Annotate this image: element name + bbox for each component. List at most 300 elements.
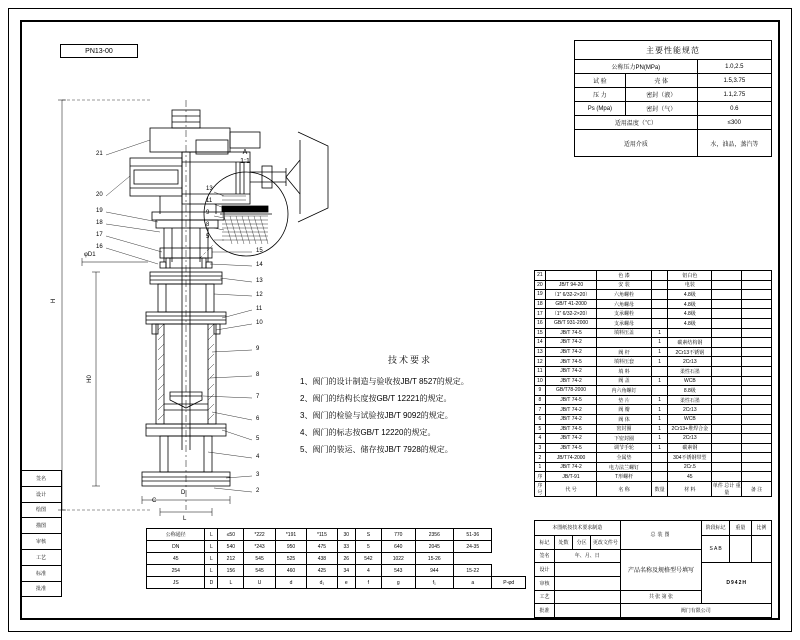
leader-number: 2	[256, 488, 260, 494]
parts-cell-code: JB/T 74-2	[545, 366, 596, 376]
parts-cell-name: 阀 盖	[597, 376, 652, 386]
parts-row	[535, 472, 772, 482]
rev-cell: 设计	[21, 486, 62, 502]
parts-row	[535, 405, 772, 415]
parts-cell-name: 垫 片	[597, 395, 652, 405]
parts-cell-rem	[742, 271, 772, 281]
dimension-cell: 425	[307, 565, 337, 577]
leader-number: 3	[256, 472, 260, 478]
parts-cell-extra	[712, 280, 742, 290]
parts-cell-no: 8	[535, 395, 546, 405]
leader-number: 16	[96, 244, 103, 250]
dimension-cell: 26	[337, 553, 355, 565]
parts-cell-mat: 2Cr13	[668, 357, 712, 367]
parts-row	[535, 290, 772, 300]
dimension-table-body	[147, 529, 526, 589]
parts-cell-qty	[651, 280, 667, 290]
dimension-cell: 51-36	[454, 529, 492, 541]
parts-cell-no: 12	[535, 357, 546, 367]
dimension-cell: 45	[147, 553, 205, 565]
parts-cell-rem	[742, 357, 772, 367]
parts-cell-extra	[712, 338, 742, 348]
parts-row	[535, 376, 772, 386]
dimension-cell: f₁	[415, 577, 453, 589]
parts-cell-mat: 304不锈钢带型	[668, 453, 712, 463]
parts-cell-mat: 4.8级	[668, 309, 712, 319]
rev-cell: 签名	[21, 471, 62, 487]
parts-cell-mat: 2Cr13+堆焊合金	[668, 424, 712, 434]
spec-table	[574, 40, 772, 157]
parts-header-cell: 序号	[535, 482, 546, 497]
dimension-cell: 33	[337, 541, 355, 553]
parts-cell-no: 4	[535, 434, 546, 444]
spec-value: ≤300	[697, 116, 771, 130]
leader-number: 12	[256, 292, 263, 298]
detail-letter: A	[242, 149, 248, 156]
parts-cell-extra	[712, 366, 742, 376]
parts-cell-no: 6	[535, 414, 546, 424]
spec-value: 0.6	[697, 102, 771, 116]
parts-cell-rem	[742, 328, 772, 338]
parts-cell-name: 全属垫	[597, 453, 652, 463]
spec-value: 1.5,3.75	[697, 74, 771, 88]
dimension-cell: *191	[275, 529, 306, 541]
parts-cell-name: 密封圈	[597, 424, 652, 434]
parts-cell-no: 11	[535, 366, 546, 376]
parts-row	[535, 414, 772, 424]
parts-cell-qty	[651, 290, 667, 300]
parts-cell-extra	[712, 462, 742, 472]
tech-title: 技术要求	[387, 355, 432, 365]
parts-cell-qty: 1	[651, 328, 667, 338]
dimension-cell: 公称通径	[147, 529, 205, 541]
parts-cell-name: 电力法兰螺钉	[597, 462, 652, 472]
parts-row	[535, 443, 772, 453]
parts-cell-rem	[742, 434, 772, 444]
title-cell: 工艺	[535, 590, 555, 604]
parts-cell-rem	[742, 405, 772, 415]
leader-number: 9	[256, 346, 260, 352]
dimension-cell: 460	[275, 565, 306, 577]
dimension-cell: 542	[355, 553, 381, 565]
dimension-row	[147, 541, 526, 553]
dimension-cell: 640	[381, 541, 415, 553]
parts-cell-name: 阀 体	[597, 414, 652, 424]
dimension-row	[147, 565, 526, 577]
parts-row	[535, 357, 772, 367]
parts-header-cell: 材 料	[668, 482, 712, 497]
parts-cell-name: 阀 瓣	[597, 405, 652, 415]
parts-cell-name: 内六角螺钉	[597, 386, 652, 396]
dimension-cell: 770	[381, 529, 415, 541]
dimension-cell: 475	[307, 541, 337, 553]
parts-row	[535, 453, 772, 463]
parts-row	[535, 434, 772, 444]
tech-item: 4、阀门的标志按GB/T 12220的规定。	[300, 428, 436, 437]
parts-cell-rem	[742, 453, 772, 463]
parts-cell-qty	[651, 318, 667, 328]
dimension-cell: 254	[147, 565, 205, 577]
leader-number: 8	[256, 372, 260, 378]
rev-cell: 描图	[21, 518, 62, 534]
parts-cell-qty: 1	[651, 395, 667, 405]
parts-cell-code: JB/T 74-5	[545, 328, 596, 338]
dimension-cell: 2045	[415, 541, 453, 553]
parts-cell-name: 阀 杆	[597, 347, 652, 357]
leader-number: 6	[256, 416, 260, 422]
parts-cell-extra	[712, 395, 742, 405]
leader-number: 20	[96, 192, 103, 198]
parts-cell-no: 序	[535, 472, 546, 482]
parts-cell-rem	[742, 443, 772, 453]
rev-cell: 批准	[21, 581, 62, 597]
spec-sublabel: 密封（气）	[625, 102, 697, 116]
spec-sublabel: 密封（液）	[625, 88, 697, 102]
parts-cell-qty	[651, 453, 667, 463]
spec-label: 适用介质	[575, 130, 698, 157]
dimension-cell: d	[275, 577, 306, 589]
parts-cell-rem	[742, 462, 772, 472]
parts-cell-qty: 1	[651, 338, 667, 348]
parts-cell-mat: 45	[668, 472, 712, 482]
dimension-cell: P-φd	[492, 577, 526, 589]
parts-cell-mat: 2Cr13不锈钢	[668, 347, 712, 357]
parts-cell-code: JB/T 74-5	[545, 424, 596, 434]
title-scale: 比例	[751, 521, 771, 536]
parts-cell-code: JB/T 74-5	[545, 357, 596, 367]
parts-cell-code: JB/T 74-2	[545, 434, 596, 444]
parts-cell-qty: 1	[651, 376, 667, 386]
parts-cell-name: 下密封圈	[597, 434, 652, 444]
title-weight: 重量	[729, 521, 751, 536]
parts-cell-mat: 8.8级	[668, 386, 712, 396]
dimension-cell: 540	[218, 541, 244, 553]
leader-number: 15	[256, 248, 263, 254]
parts-cell-no: 10	[535, 376, 546, 386]
dimension-cell: L	[205, 565, 218, 577]
parts-cell-code: JB/T 74-5	[545, 443, 596, 453]
parts-cell-mat: 碳素钢	[668, 443, 712, 453]
parts-cell-mat: 柔性石墨	[668, 366, 712, 376]
dimension-cell: g	[381, 577, 415, 589]
leader-number: 18	[96, 220, 103, 226]
parts-cell-name: 支承螺母	[597, 318, 652, 328]
title-cell: 标记	[535, 535, 555, 549]
tech-item: 1、阀门的设计制造与验收按JB/T 8527的规定。	[300, 377, 469, 386]
dimension-cell: 4	[355, 565, 381, 577]
parts-cell-qty	[651, 366, 667, 376]
dimension-row	[147, 529, 526, 541]
title-stage: 阶段标记	[702, 521, 730, 536]
leader-number: 11	[256, 306, 263, 312]
dimension-cell: L	[205, 529, 218, 541]
parts-cell-rem	[742, 338, 772, 348]
leader-number: 19	[96, 208, 103, 214]
parts-cell-mat: 2Cr.5	[668, 462, 712, 472]
detail-leader-number: 5	[206, 234, 210, 240]
parts-cell-qty: 1	[651, 424, 667, 434]
parts-cell-no: 2	[535, 453, 546, 463]
parts-cell-name: 填料压盖	[597, 328, 652, 338]
parts-header-cell: 代 号	[545, 482, 596, 497]
dimension-cell: 950	[275, 541, 306, 553]
parts-row	[535, 280, 772, 290]
parts-cell-qty: 1	[651, 443, 667, 453]
parts-cell-code: JB/T-91	[545, 472, 596, 482]
parts-cell-rem	[742, 414, 772, 424]
parts-cell-code: JB/T 74-5	[545, 395, 596, 405]
parts-cell-code	[545, 271, 596, 281]
dimension-cell: 24-35	[454, 541, 492, 553]
spec-value: 1.0,2.5	[697, 60, 771, 74]
dimension-cell: U	[244, 577, 275, 589]
dimension-cell: 34	[337, 565, 355, 577]
parts-cell-extra	[712, 386, 742, 396]
leader-number: 4	[256, 454, 260, 460]
spec-label: 公称压力PN(MPa)	[575, 60, 698, 74]
parts-cell-extra	[712, 357, 742, 367]
parts-cell-qty	[651, 299, 667, 309]
tech-item: 2、阀门的结构长度按GB/T 12221的规定。	[300, 394, 452, 403]
title-cell: 处数	[555, 535, 573, 549]
dimension-cell: S	[355, 529, 381, 541]
dimension-row	[147, 553, 526, 565]
leader-number: 5	[256, 436, 260, 442]
parts-cell-mat: 4.8级	[668, 299, 712, 309]
leader-number: 17	[96, 232, 103, 238]
title-marks: S A B	[702, 535, 730, 562]
dimension-cell: L	[205, 541, 218, 553]
dimension-cell: D	[205, 577, 218, 589]
parts-cell-qty: 1	[651, 434, 667, 444]
dimension-row	[147, 577, 526, 589]
parts-row	[535, 395, 772, 405]
title-cell: 设计	[535, 563, 555, 577]
parts-cell-rem	[742, 424, 772, 434]
parts-list-body	[535, 271, 772, 497]
parts-cell-mat: 2Cr13	[668, 405, 712, 415]
parts-cell-extra	[712, 453, 742, 463]
dimension-cell: 438	[307, 553, 337, 565]
rev-cell: 审核	[21, 534, 62, 550]
parts-cell-code: JB/T 74-2	[545, 347, 596, 357]
parts-row	[535, 386, 772, 396]
parts-cell-qty: 1	[651, 414, 667, 424]
parts-header-cell: 单件 总计 重 量	[712, 483, 741, 497]
parts-cell-extra	[712, 376, 742, 386]
parts-cell-mat: 碳素结构钢	[668, 338, 712, 348]
parts-cell-name: T形螺杆	[597, 472, 652, 482]
parts-cell-no: 5	[535, 424, 546, 434]
parts-cell-no: 16	[535, 318, 546, 328]
leader-number: 14	[256, 262, 263, 268]
dimension-cell: e	[337, 577, 355, 589]
dim-h: H	[51, 298, 58, 304]
dim-c: C	[152, 498, 157, 504]
tech-item: 3、阀门的检验与试验按JB/T 9092的规定。	[300, 411, 453, 420]
parts-cell-no: 19	[535, 290, 546, 300]
detail-leader-number: 9	[206, 210, 210, 216]
parts-row	[535, 309, 772, 319]
parts-cell-code: JB/T 74-2	[545, 338, 596, 348]
dim-h0: H0	[86, 375, 93, 383]
parts-cell-code: GB/T 931-2000	[545, 318, 596, 328]
dimension-cell: 30	[337, 529, 355, 541]
detail-callout	[225, 148, 265, 166]
parts-cell-no: 14	[535, 338, 546, 348]
parts-row	[535, 328, 772, 338]
parts-cell-mat: 电装	[668, 280, 712, 290]
parts-cell-no: 3	[535, 443, 546, 453]
dimension-cell: f	[355, 577, 381, 589]
dimension-cell: 1022	[381, 553, 415, 565]
parts-cell-qty	[651, 271, 667, 281]
title-cell: 审核	[535, 576, 555, 590]
parts-cell-code: JB/T74-2000	[545, 453, 596, 463]
parts-cell-rem	[742, 309, 772, 319]
rev-cell: 工艺	[21, 549, 62, 565]
leader-number: 13	[256, 278, 263, 284]
dimension-cell: 944	[415, 565, 453, 577]
dimension-cell: L	[218, 577, 244, 589]
parts-row	[535, 271, 772, 281]
parts-cell-extra	[712, 328, 742, 338]
dimension-cell: DN	[147, 541, 205, 553]
parts-row	[535, 338, 772, 348]
parts-cell-extra	[712, 271, 742, 281]
title-note: 本图纸按技术要求制造	[535, 521, 621, 536]
parts-list-table	[534, 270, 772, 497]
tech-item: 5、阀门的装运、储存按JB/T 7928的规定。	[300, 445, 453, 454]
dimension-cell: 545	[244, 565, 275, 577]
parts-cell-rem	[742, 299, 772, 309]
parts-cell-extra	[712, 347, 742, 357]
dimension-cell: JS	[147, 577, 205, 589]
parts-cell-mat: 柔性石墨	[668, 395, 712, 405]
spec-label: 试 验	[575, 74, 626, 88]
detail-leader-number: 11	[206, 198, 213, 204]
parts-cell-no: 1	[535, 462, 546, 472]
parts-cell-mat: WCB	[668, 414, 712, 424]
dimension-cell: 545	[244, 553, 275, 565]
parts-cell-code: JB/T 74-2	[545, 405, 596, 415]
dim-l: L	[183, 516, 187, 522]
parts-cell-extra	[712, 318, 742, 328]
dimension-cell: *222	[244, 529, 275, 541]
parts-cell-rem	[742, 386, 772, 396]
parts-header-cell: 备 注	[742, 482, 772, 497]
technical-requirements	[300, 352, 520, 458]
dimension-cell: 5	[355, 541, 381, 553]
rev-cell: 标准	[21, 565, 62, 581]
parts-header-cell: 名 称	[597, 482, 652, 497]
parts-cell-name: 六角螺栓	[597, 290, 652, 300]
parts-cell-mat: 2Cr13	[668, 434, 712, 444]
parts-cell-qty: 1	[651, 357, 667, 367]
parts-cell-rem	[742, 318, 772, 328]
title-cell: 分区	[573, 535, 591, 549]
drawing-label: PN13-00	[60, 44, 138, 58]
dimension-cell: 15-26	[415, 553, 453, 565]
parts-cell-no: 9	[535, 386, 546, 396]
parts-cell-no: 13	[535, 347, 546, 357]
parts-cell-extra	[712, 424, 742, 434]
spec-value: 水，油品，蒸汽等	[697, 130, 771, 157]
parts-row	[535, 299, 772, 309]
parts-cell-mat: 铝白色	[668, 271, 712, 281]
leader-number: 10	[256, 320, 263, 326]
dim-d: D	[181, 490, 186, 496]
dimension-cell: L	[205, 553, 218, 565]
parts-cell-no: 21	[535, 271, 546, 281]
parts-cell-name: 色 漆	[597, 271, 652, 281]
parts-cell-extra	[712, 309, 742, 319]
parts-cell-code: JB/T 74-2	[545, 462, 596, 472]
parts-cell-name	[597, 338, 652, 348]
dimension-cell: 543	[381, 565, 415, 577]
parts-cell-rem	[742, 290, 772, 300]
spec-label: 压 力	[575, 88, 626, 102]
parts-cell-extra	[712, 290, 742, 300]
dim-d1: φD1	[84, 252, 96, 258]
parts-cell-qty	[651, 472, 667, 482]
parts-cell-rem	[742, 395, 772, 405]
title-block	[534, 520, 772, 618]
parts-cell-extra	[712, 472, 742, 482]
parts-cell-code: JB/T 94-20	[545, 280, 596, 290]
spec-value: 1.1,2.75	[697, 88, 771, 102]
parts-cell-qty	[651, 462, 667, 472]
title-main: 总装图	[620, 521, 702, 550]
parts-cell-no: 18	[535, 299, 546, 309]
parts-cell-code: （1″ 6/32-2×20）	[545, 290, 596, 300]
parts-row	[535, 347, 772, 357]
parts-cell-mat	[668, 328, 712, 338]
parts-cell-extra	[712, 405, 742, 415]
parts-cell-qty: 1	[651, 347, 667, 357]
parts-cell-mat: WCB	[668, 376, 712, 386]
parts-cell-code: GB/T 41-2000	[545, 299, 596, 309]
parts-cell-rem	[742, 280, 772, 290]
dimension-cell: 156	[218, 565, 244, 577]
parts-cell-code: GB/T78-2000	[545, 386, 596, 396]
parts-cell-qty	[651, 309, 667, 319]
dimension-cell: *243	[244, 541, 275, 553]
parts-cell-no: 17	[535, 309, 546, 319]
title-cell: 年、月、日	[555, 549, 621, 563]
parts-cell-code: （1″ 6/32-2×20）	[545, 309, 596, 319]
parts-cell-rem	[742, 472, 772, 482]
title-sheet: 共 张 第 张	[620, 590, 702, 604]
parts-header-row	[535, 482, 772, 497]
parts-cell-mat: 4.8级	[668, 318, 712, 328]
revision-block	[20, 470, 62, 597]
rev-cell: 绘图	[21, 502, 62, 518]
parts-cell-name: 填 料	[597, 366, 652, 376]
parts-cell-extra	[712, 299, 742, 309]
title-company: 阀门有限公司	[620, 604, 771, 618]
parts-row	[535, 462, 772, 472]
detail-scale: 1:1	[240, 158, 250, 165]
title-cell: 批准	[535, 604, 555, 618]
dimension-cell: 2356	[415, 529, 453, 541]
parts-cell-extra	[712, 443, 742, 453]
parts-cell-no: 20	[535, 280, 546, 290]
title-subtitle: 产品名称及规格型号填写	[620, 549, 702, 590]
dimension-cell: *115	[307, 529, 337, 541]
title-cell: 签名	[535, 549, 555, 563]
parts-cell-code: JB/T 74-2	[545, 376, 596, 386]
